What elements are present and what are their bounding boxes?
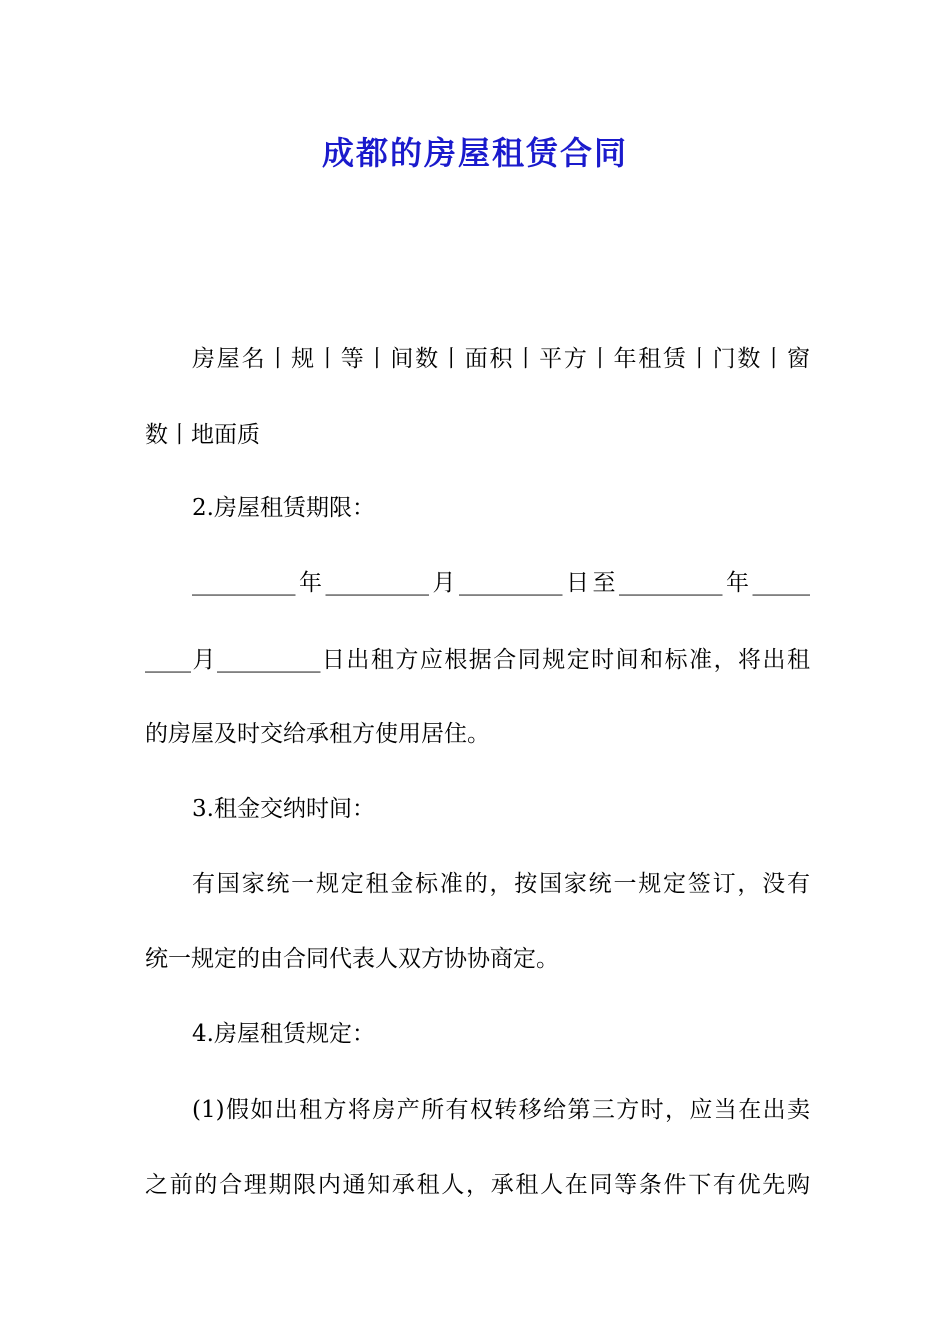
paragraph-line: 房屋名丨规丨等丨间数丨面积丨平方丨年租赁丨门数丨窗 [192, 346, 810, 372]
paragraph-line: 数丨地面质 [145, 422, 260, 448]
section-heading: 4.房屋租赁规定： [192, 1021, 375, 1047]
paragraph-line: 之前的合理期限内通知承租人，承租人在同等条件下有优先购 [145, 1172, 810, 1198]
paragraph-line: 统一规定的由合同代表人双方协协商定。 [145, 946, 559, 972]
section-heading: 3.租金交纳时间： [192, 796, 375, 822]
paragraph-line: ____月_________日出租方应根据合同规定时间和标准，将出租 [145, 647, 810, 673]
document-title: 成都的房屋租赁合同 [321, 134, 628, 172]
paragraph-line: 有国家统一规定租金标准的，按国家统一规定签订，没有 [192, 871, 810, 897]
paragraph-line: 的房屋及时交给承租方使用居住。 [145, 721, 490, 747]
paragraph-line: _________年_________月_________日至_________年_____ [192, 570, 810, 596]
paragraph-line: (1)假如出租方将房产所有权转移给第三方时，应当在出卖 [192, 1097, 810, 1123]
section-heading: 2.房屋租赁期限： [192, 495, 375, 521]
